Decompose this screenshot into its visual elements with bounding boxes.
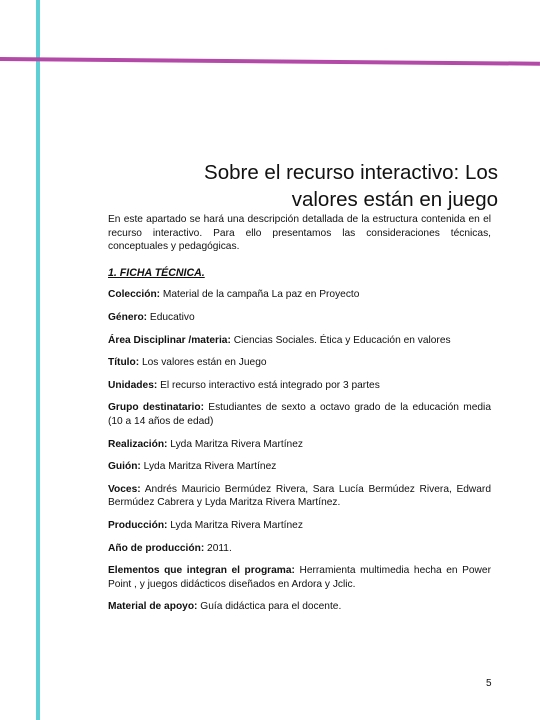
- field-label: Material de apoyo:: [108, 601, 198, 613]
- field-value: Los valores están en Juego: [139, 357, 267, 369]
- field-value: Herramienta multimedia hecha en Power Point , y juegos didácticos diseñados en Ardora y Jclic.: [108, 565, 491, 590]
- field-realizacion: [108, 438, 491, 452]
- page-title: Sobre el recurso interactivo: Los valores están en juego: [204, 160, 498, 211]
- field-label: Año de producción:: [108, 542, 205, 554]
- field-label: Producción:: [108, 519, 168, 531]
- field-genero: [108, 311, 491, 325]
- field-value: Lyda Maritza Rivera Martínez: [140, 461, 277, 473]
- field-label: Colección:: [108, 289, 161, 301]
- field-unidades: [108, 379, 491, 393]
- field-value: 2011.: [204, 542, 232, 554]
- field-elementos: [108, 564, 491, 591]
- field-guion: [108, 460, 491, 474]
- field-value: El recurso interactivo está integrado por 3 partes: [157, 379, 380, 391]
- field-coleccion: [108, 288, 491, 302]
- intro-paragraph: En este apartado se hará una descripción detallada de la estructura contenida en el recurso interactivo. Para ello presentamos las consideraciones técnicas, conceptuales y pedagógicas.: [108, 214, 491, 253]
- field-value: Andrés Mauricio Bermúdez Rivera, Sara Lucía Bermúdez Rivera, Edward Bermúdez Cabrera y Lyda Maritza Rivera Martínez.: [108, 483, 491, 509]
- left-vertical-rule: [36, 0, 40, 720]
- field-label: Guión:: [108, 461, 141, 473]
- field-voces: [108, 483, 491, 510]
- field-label: Título:: [108, 357, 140, 369]
- field-area: [108, 334, 491, 348]
- field-label: Elementos que integran el programa:: [108, 565, 295, 577]
- field-value: Estudiantes de sexto a octavo grado de la educación media (10 a 14 años de edad): [108, 402, 491, 427]
- field-value: Material de la campaña La paz en Proyecto: [160, 289, 360, 301]
- field-grupo: [108, 401, 491, 428]
- field-label: Voces:: [108, 483, 141, 495]
- field-material: [108, 600, 491, 614]
- document-body: [108, 213, 491, 614]
- field-value: Lyda Maritza Rivera Martínez: [167, 438, 303, 450]
- page-number: 5: [486, 678, 492, 689]
- top-horizontal-rule: [0, 57, 540, 66]
- field-titulo: [108, 356, 491, 370]
- field-label: Grupo destinatario:: [108, 402, 204, 414]
- field-label: Género:: [108, 311, 148, 323]
- field-value: Ciencias Sociales. Ética y Educación en valores: [230, 334, 451, 346]
- section-heading: 1. FICHA TÉCNICA.: [108, 266, 205, 279]
- field-label: Realización:: [108, 438, 168, 450]
- field-produccion: [108, 519, 491, 533]
- field-label: Área Disciplinar /materia:: [108, 334, 231, 346]
- field-value: Lyda Maritza Rivera Martínez: [167, 519, 303, 531]
- field-label: Unidades:: [108, 379, 158, 391]
- field-value: Guía didáctica para el docente.: [197, 601, 342, 613]
- field-value: Educativo: [147, 311, 195, 323]
- field-anio: [108, 542, 491, 556]
